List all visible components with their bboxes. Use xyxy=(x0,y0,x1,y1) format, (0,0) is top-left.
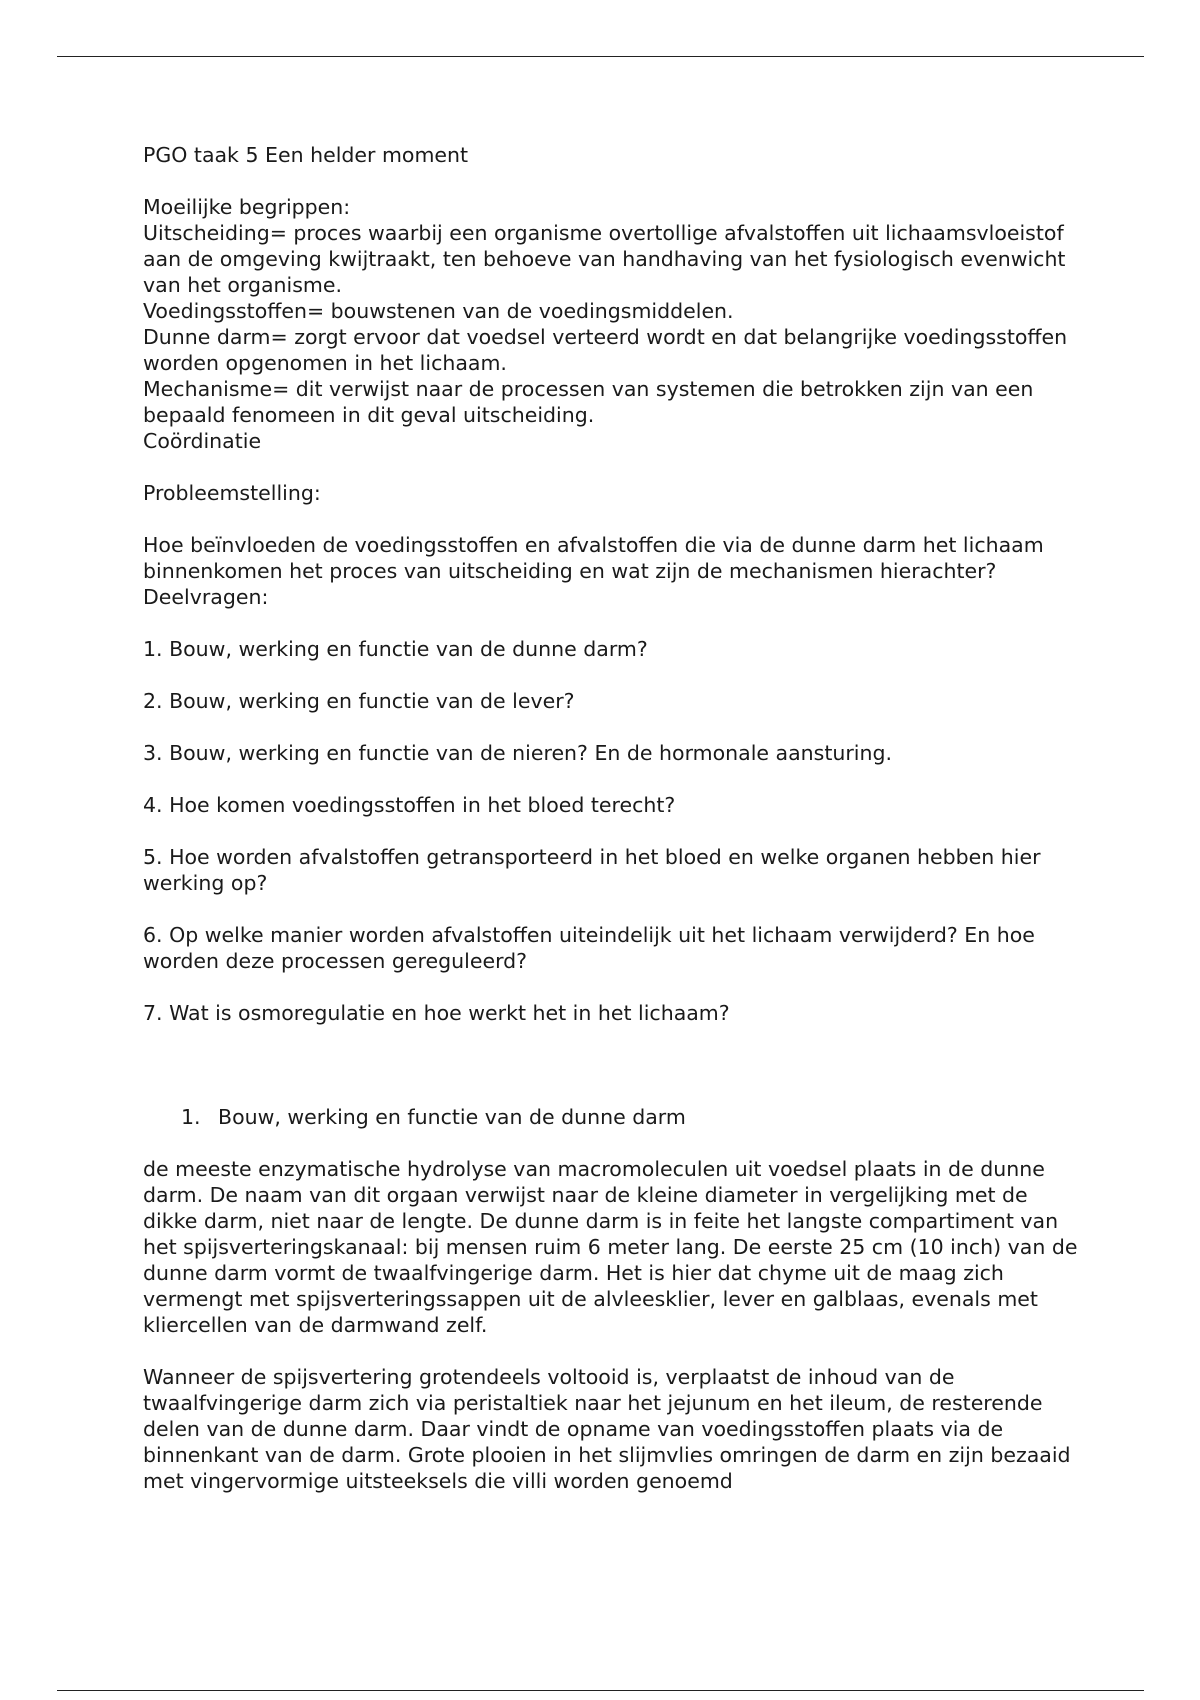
subquestion: 7. Wat is osmoregulatie en hoe werkt het in het lichaam? xyxy=(143,1001,730,1025)
document-title: PGO taak 5 Een helder moment xyxy=(143,143,469,167)
body-paragraph: de meeste enzymatische hydrolyse van macromoleculen uit voedsel plaats in de dunne darm. De naam van dit orgaan verwijst naar de kleine diameter in vergelijking met de dikke darm, niet naar de lengte. De dunne darm is in feite het langste compartiment van het spijsverteringskanaal: bij mensen ruim 6 meter lang. De eerste 25 cm (10 inch) van de dunne darm vormt de twaalfvingerige darm. Het is hier dat chyme uit de maag zich vermengt met spijsverteringssappen uit de alvleesklier, lever en galblaas, evenals met kliercellen van de darmwand zelf. xyxy=(143,1157,1078,1337)
subquestion: 1. Bouw, werking en functie van de dunne darm? xyxy=(143,637,648,661)
subquestion: 2. Bouw, werking en functie van de lever? xyxy=(143,689,575,713)
problem-heading: Probleemstelling: xyxy=(143,481,321,505)
terms-heading: Moeilijke begrippen: xyxy=(143,195,351,219)
section-title: Bouw, werking en functie van de dunne darm xyxy=(218,1105,686,1129)
term-definition: Mechanisme= dit verwijst naar de processen van systemen die betrokken zijn van een bepaald fenomeen in dit geval uitscheiding. xyxy=(143,377,1034,427)
document-body xyxy=(143,142,1083,1494)
header-rule xyxy=(57,56,1144,57)
subquestion: 5. Hoe worden afvalstoffen getransporteerd in het bloed en welke organen hebben hier werking op? xyxy=(143,845,1041,895)
subquestion: 6. Op welke manier worden afvalstoffen uiteindelijk uit het lichaam verwijderd? En hoe worden deze processen gereguleerd? xyxy=(143,923,1035,973)
subquestion: 4. Hoe komen voedingsstoffen in het bloed terecht? xyxy=(143,793,676,817)
term-definition: Uitscheiding= proces waarbij een organisme overtollige afvalstoffen uit lichaamsvloeistof aan de omgeving kwijtraakt, ten behoeve van handhaving van het fysiologisch evenwicht van het organisme. xyxy=(143,221,1066,297)
body-paragraph: Wanneer de spijsvertering grotendeels voltooid is, verplaatst de inhoud van de twaalfvingerige darm zich via peristaltiek naar het jejunum en het ileum, de resterende delen van de dunne darm. Daar vindt de opname van voedingsstoffen plaats via de binnenkant van de darm. Grote plooien in het slijmvlies omringen de darm en zijn bezaaid met vingervormige uitsteeksels die villi worden genoemd xyxy=(143,1365,1071,1493)
section-heading xyxy=(143,1104,1083,1130)
section-number: 1. xyxy=(181,1105,201,1129)
problem-statement: Hoe beïnvloeden de voedingsstoffen en afvalstoffen die via de dunne darm het lichaam binnenkomen het proces van uitscheiding en wat zijn de mechanismen hierachter? Deelvragen: xyxy=(143,533,1044,609)
term-definition: Voedingsstoffen= bouwstenen van de voedingsmiddelen. xyxy=(143,299,734,323)
term-definition: Coördinatie xyxy=(143,429,262,453)
term-definition: Dunne darm= zorgt ervoor dat voedsel verteerd wordt en dat belangrijke voedingsstoffen worden opgenomen in het lichaam. xyxy=(143,325,1068,375)
subquestion: 3. Bouw, werking en functie van de nieren? En de hormonale aansturing. xyxy=(143,741,893,765)
footer-rule xyxy=(57,1690,1144,1691)
